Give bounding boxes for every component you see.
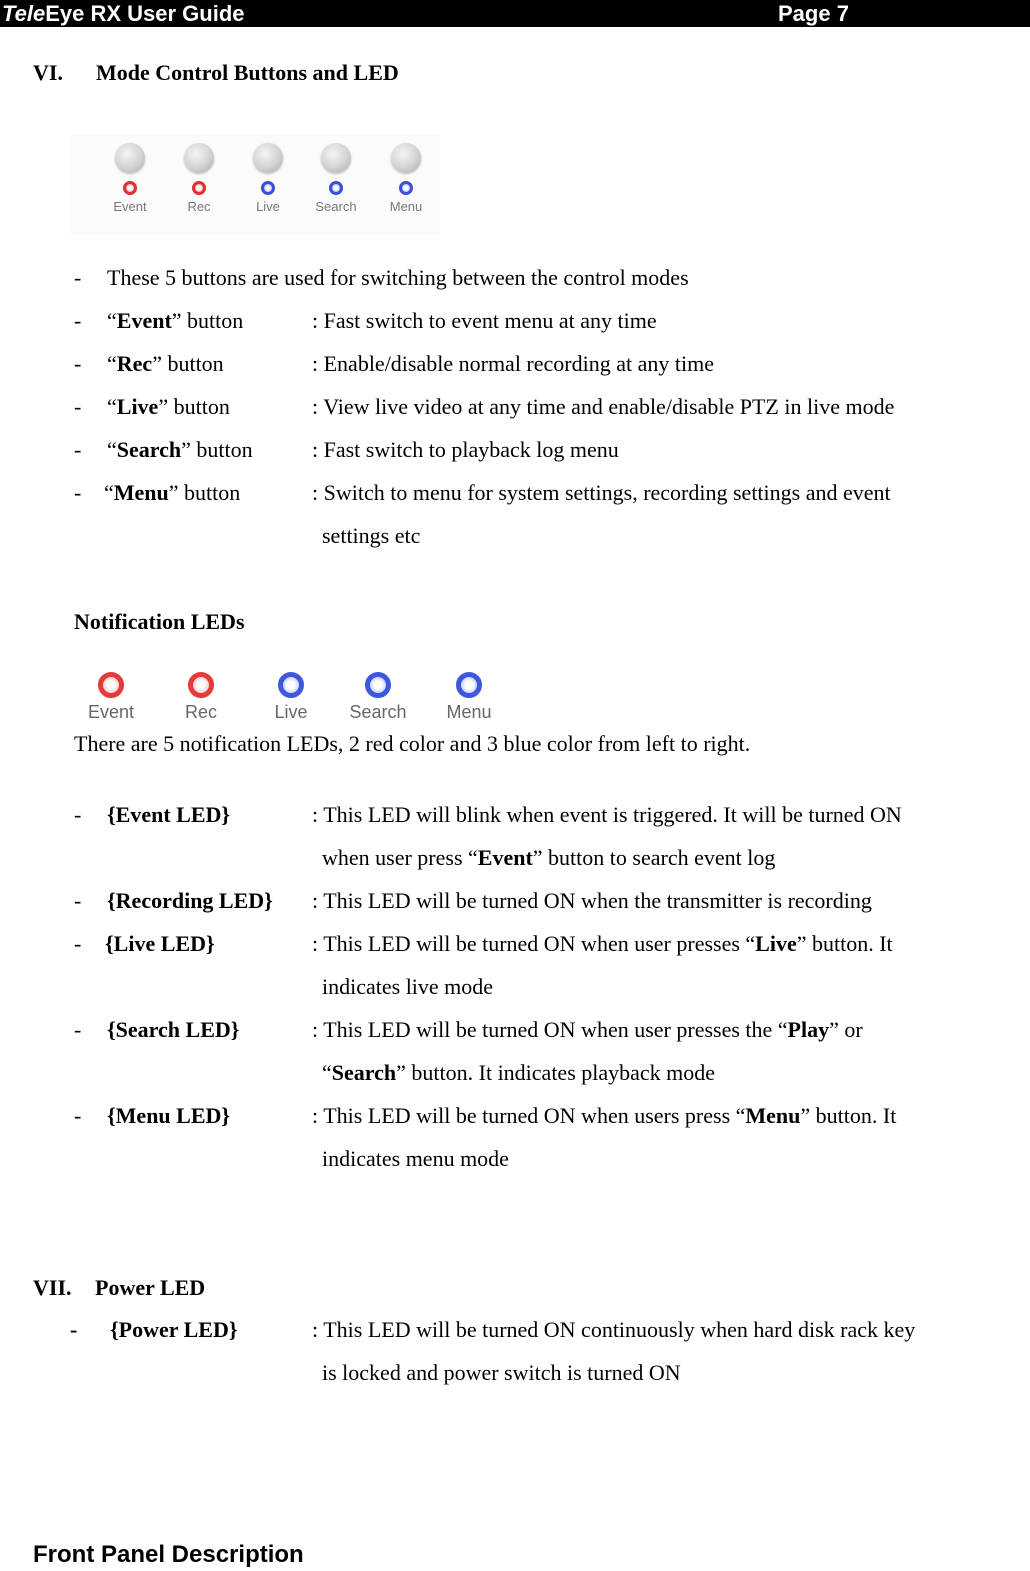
red-led-icon bbox=[192, 181, 206, 195]
led-term-event: {Event LED} bbox=[107, 802, 231, 827]
grey-button-icon bbox=[115, 143, 145, 173]
bullet-dash: - bbox=[74, 351, 82, 376]
section-7-number: VII. bbox=[33, 1275, 72, 1300]
bullet-dash: - bbox=[74, 802, 82, 827]
led-desc-event-cont: when user press “Event” button to search event log bbox=[322, 845, 776, 870]
button-term-menu: “Menu” button bbox=[104, 480, 241, 505]
button-desc-live: : View live video at any time and enable/disable PTZ in live mode bbox=[312, 394, 895, 419]
grey-button-icon bbox=[253, 143, 283, 173]
button-term-live: “Live” button bbox=[107, 394, 230, 419]
page-number: Page 7 bbox=[778, 1, 849, 26]
blue-led-icon bbox=[278, 672, 304, 698]
button-desc-menu: : Switch to menu for system settings, recording settings and event bbox=[312, 480, 891, 505]
led-label-search: Search bbox=[349, 702, 407, 722]
led-term-power: {Power LED} bbox=[110, 1317, 238, 1342]
red-led-icon bbox=[188, 672, 214, 698]
blue-led-icon bbox=[399, 181, 413, 195]
bullet-dash: - bbox=[74, 394, 82, 419]
live-mode-button-illustration bbox=[238, 143, 298, 214]
button-desc-event: : Fast switch to event menu at any time bbox=[312, 308, 657, 333]
led-term-live: {Live LED} bbox=[105, 931, 215, 956]
blue-led-icon bbox=[261, 181, 275, 195]
event-led-illustration bbox=[76, 672, 146, 723]
button-desc-search: : Fast switch to playback log menu bbox=[312, 437, 619, 462]
section-7-title: Power LED bbox=[95, 1275, 206, 1300]
led-desc-power: : This LED will be turned ON continuously when hard disk rack key bbox=[312, 1317, 916, 1342]
button-desc-rec: : Enable/disable normal recording at any time bbox=[312, 351, 714, 376]
red-led-icon bbox=[98, 672, 124, 698]
bullet-dash: - bbox=[74, 265, 82, 290]
rec-mode-button-illustration bbox=[169, 143, 229, 214]
rec-led-illustration bbox=[166, 672, 236, 723]
image-label-rec: Rec bbox=[187, 199, 211, 214]
led-desc-live: : This LED will be turned ON when user presses “Live” button. It bbox=[312, 931, 893, 956]
footer-title: Front Panel Description bbox=[33, 1541, 304, 1568]
mode-buttons-image bbox=[70, 135, 440, 235]
notification-intro: There are 5 notification LEDs, 2 red color and 3 blue color from left to right. bbox=[74, 731, 751, 756]
led-desc-menu-cont: indicates menu mode bbox=[322, 1146, 509, 1171]
brand-italic: Tele bbox=[2, 1, 46, 26]
image-label-search: Search bbox=[315, 199, 357, 214]
button-term-event: “Event” button bbox=[107, 308, 244, 333]
button-term-rec: “Rec” button bbox=[107, 351, 224, 376]
bullet-dash: - bbox=[74, 1017, 82, 1042]
notification-leds-image bbox=[74, 668, 504, 728]
bullet-dash: - bbox=[74, 1103, 82, 1128]
button-desc-menu-cont: settings etc bbox=[322, 523, 421, 548]
led-label-event: Event bbox=[87, 702, 135, 722]
live-led-illustration bbox=[256, 672, 326, 723]
notification-leds-title: Notification LEDs bbox=[74, 609, 245, 634]
buttons-intro: These 5 buttons are used for switching between the control modes bbox=[107, 265, 689, 290]
bullet-dash: - bbox=[74, 888, 82, 913]
led-label-menu: Menu bbox=[446, 702, 492, 722]
led-label-rec: Rec bbox=[184, 702, 217, 722]
bullet-dash: - bbox=[74, 931, 82, 956]
menu-mode-button-illustration bbox=[376, 143, 436, 214]
page-header bbox=[0, 0, 1030, 27]
bullet-dash: - bbox=[74, 480, 82, 505]
led-desc-menu: : This LED will be turned ON when users press “Menu” button. It bbox=[312, 1103, 897, 1128]
button-term-search: “Search” button bbox=[107, 437, 253, 462]
led-desc-recording: : This LED will be turned ON when the transmitter is recording bbox=[312, 888, 872, 913]
bullet-dash: - bbox=[70, 1317, 78, 1342]
led-desc-search-cont: “Search” button. It indicates playback mode bbox=[322, 1060, 716, 1085]
grey-button-icon bbox=[321, 143, 351, 173]
led-term-search: {Search LED} bbox=[107, 1017, 240, 1042]
blue-led-icon bbox=[456, 672, 482, 698]
bullet-dash: - bbox=[74, 308, 82, 333]
led-desc-power-cont: is locked and power switch is turned ON bbox=[322, 1360, 681, 1385]
led-term-menu: {Menu LED} bbox=[107, 1103, 231, 1128]
image-label-event: Event bbox=[113, 199, 147, 214]
section-6-title: Mode Control Buttons and LED bbox=[96, 60, 399, 85]
grey-button-icon bbox=[184, 143, 214, 173]
search-led-illustration bbox=[343, 672, 413, 723]
document-title bbox=[2, 0, 245, 27]
blue-led-icon bbox=[365, 672, 391, 698]
led-term-recording: {Recording LED} bbox=[107, 888, 273, 913]
led-label-live: Live bbox=[274, 702, 308, 722]
menu-led-illustration bbox=[434, 672, 504, 723]
bullet-dash: - bbox=[74, 437, 82, 462]
led-desc-search: : This LED will be turned ON when user presses the “Play” or bbox=[312, 1017, 863, 1042]
brand-rest: Eye RX User Guide bbox=[45, 1, 245, 26]
grey-button-icon bbox=[391, 143, 421, 173]
red-led-icon bbox=[123, 181, 137, 195]
section-6-number: VI. bbox=[33, 60, 63, 85]
led-desc-event: : This LED will blink when event is triggered. It will be turned ON bbox=[312, 802, 902, 827]
image-label-live: Live bbox=[256, 199, 280, 214]
image-label-menu: Menu bbox=[389, 199, 423, 214]
search-mode-button-illustration bbox=[306, 143, 366, 214]
blue-led-icon bbox=[329, 181, 343, 195]
event-mode-button-illustration bbox=[100, 143, 160, 214]
led-desc-live-cont: indicates live mode bbox=[322, 974, 494, 999]
